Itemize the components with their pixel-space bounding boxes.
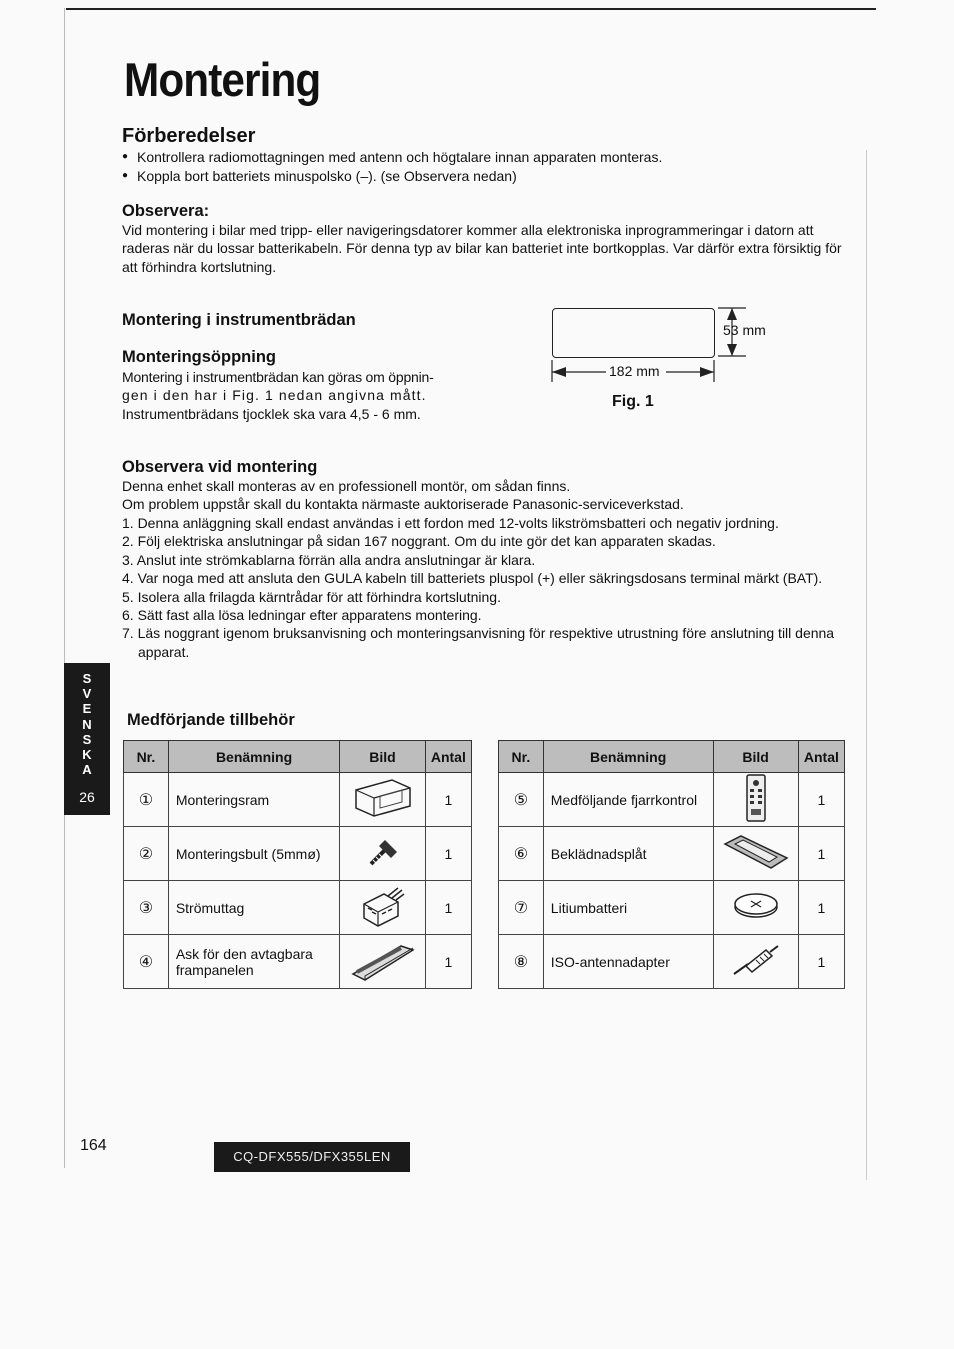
row-nr: ⑤ bbox=[499, 773, 544, 827]
page-title: Montering bbox=[124, 53, 321, 106]
row-qty: 1 bbox=[798, 935, 844, 989]
col-name: Benämning bbox=[168, 741, 339, 773]
col-nr: Nr. bbox=[124, 741, 169, 773]
coin-battery-icon bbox=[713, 881, 798, 935]
install-intro bbox=[122, 477, 852, 514]
tab-letter: K bbox=[82, 747, 92, 763]
antenna-adapter-icon bbox=[713, 935, 798, 989]
trim-plate-icon bbox=[713, 827, 798, 881]
row-name: Monteringsram bbox=[168, 773, 339, 827]
tab-letter: E bbox=[82, 701, 92, 717]
note-text: Vid montering i bilar med tripp- eller navigeringsdatorer kommer alla elektroniska inprogrammeringar i datorn att raderas när du lossar batterikabeln. För denna typ av bilar kan batteriet inte bortkopplas. Var därför extra försiktig för att förhindra kortslutning. bbox=[122, 222, 842, 275]
accessories-table-right bbox=[498, 740, 845, 989]
table-row bbox=[499, 935, 845, 989]
dashboard-heading: Montering i instrumentbrädan bbox=[122, 311, 356, 329]
col-name: Benämning bbox=[543, 741, 713, 773]
height-label: 53 mm bbox=[723, 322, 766, 338]
table-row bbox=[124, 881, 472, 935]
row-name: Ask för den avtagbara frampanelen bbox=[168, 935, 339, 989]
tab-letter: A bbox=[82, 762, 92, 778]
row-name: Medföljande fjarrkontrol bbox=[543, 773, 713, 827]
accessories-table-left bbox=[123, 740, 472, 989]
row-qty: 1 bbox=[425, 773, 471, 827]
row-name: Litiumbatteri bbox=[543, 881, 713, 935]
col-qty: Antal bbox=[798, 741, 844, 773]
col-image: Bild bbox=[713, 741, 798, 773]
tab-page-number: 26 bbox=[79, 789, 95, 806]
opening-heading: Monteringsöppning bbox=[122, 348, 276, 366]
power-connector-icon bbox=[340, 881, 425, 935]
row-qty: 1 bbox=[798, 827, 844, 881]
opening-line: Instrumentbrädans tjocklek ska vara 4,5 - 6 mm. bbox=[122, 405, 421, 422]
preparations-list bbox=[122, 148, 662, 185]
row-nr: ② bbox=[124, 827, 169, 881]
list-item: 7. Läs noggrant igenom bruksanvisning och monteringsanvisning för respektive utrustning före anslutning till denna apparat. bbox=[122, 625, 835, 660]
col-nr: Nr. bbox=[499, 741, 544, 773]
list-item: 1. Denna anläggning skall endast användas i ett fordon med 12-volts likströmsbatteri och negativ jordning. bbox=[122, 515, 779, 531]
list-item: 5. Isolera alla frilagda kärntrådar för att förhindra kortslutning. bbox=[122, 588, 501, 605]
opening-text bbox=[122, 368, 482, 423]
row-qty: 1 bbox=[798, 881, 844, 935]
install-steps bbox=[122, 514, 848, 661]
row-nr: ④ bbox=[124, 935, 169, 989]
list-item: 6. Sätt fast alla lösa ledningar efter apparatens montering. bbox=[122, 607, 482, 624]
dimension-arrows bbox=[548, 300, 778, 390]
list-item: ● Koppla bort batteriets minuspolsko (–). (se Observera nedan) bbox=[122, 167, 662, 186]
opening-line: gen i den har i Fig. 1 nedan angivna mått. bbox=[122, 387, 427, 404]
row-qty: 1 bbox=[425, 827, 471, 881]
table-row bbox=[124, 773, 472, 827]
col-image: Bild bbox=[340, 741, 425, 773]
row-name: ISO-antennadapter bbox=[543, 935, 713, 989]
list-item: 4. Var noga med att ansluta den GULA kabeln till batteriets pluspol (+) eller säkringsdosans terminal märkt (BAT). bbox=[122, 570, 823, 587]
intro-line: Om problem uppstår skall du kontakta närmaste auktoriserade Panasonic-serviceverkstad. bbox=[122, 496, 684, 513]
row-name: Monteringsbult (5mmø) bbox=[168, 827, 339, 881]
bolt-icon bbox=[340, 827, 425, 881]
intro-line: Denna enhet skall monteras av en professionell montör, om sådan finns. bbox=[122, 478, 571, 494]
row-qty: 1 bbox=[798, 773, 844, 827]
row-qty: 1 bbox=[425, 881, 471, 935]
list-item: 3. Anslut inte strömkablarna förrän alla andra anslutningar är klara. bbox=[122, 551, 536, 568]
row-nr: ⑦ bbox=[499, 881, 544, 935]
list-item: ● Kontrollera radiomottagningen med antenn och högtalare innan apparaten monteras. bbox=[122, 148, 662, 167]
remote-control-icon bbox=[713, 773, 798, 827]
right-margin-line bbox=[866, 150, 867, 1180]
top-rule bbox=[66, 8, 876, 10]
row-nr: ③ bbox=[124, 881, 169, 935]
table-row bbox=[499, 773, 845, 827]
width-label: 182 mm bbox=[609, 363, 660, 379]
row-name: Strömuttag bbox=[168, 881, 339, 935]
language-tab bbox=[64, 663, 110, 815]
tab-letter: N bbox=[82, 716, 92, 732]
left-margin-line bbox=[64, 8, 65, 1168]
tab-letter: S bbox=[82, 731, 92, 747]
list-item: 2. Följ elektriska anslutningar på sidan 167 noggrant. Om du inte gör det kan apparaten skadas. bbox=[122, 533, 716, 550]
mounting-frame-icon bbox=[340, 773, 425, 827]
row-nr: ⑧ bbox=[499, 935, 544, 989]
page-number: 164 bbox=[80, 1137, 107, 1154]
tab-letter: V bbox=[82, 686, 92, 702]
table-row bbox=[124, 827, 472, 881]
table-row bbox=[499, 827, 845, 881]
col-qty: Antal bbox=[425, 741, 471, 773]
table-row bbox=[499, 881, 845, 935]
row-qty: 1 bbox=[425, 935, 471, 989]
row-nr: ⑥ bbox=[499, 827, 544, 881]
panel-case-icon bbox=[340, 935, 425, 989]
opening-line: Montering i instrumentbrädan kan göras om öppnin- bbox=[122, 369, 434, 385]
install-notes-heading: Observera vid montering bbox=[122, 458, 318, 476]
row-name: Beklädnadsplåt bbox=[543, 827, 713, 881]
figure-caption: Fig. 1 bbox=[612, 393, 654, 410]
note-heading: Observera: bbox=[122, 202, 210, 220]
preparations-heading: Förberedelser bbox=[122, 125, 256, 147]
row-nr: ① bbox=[124, 773, 169, 827]
tab-letter: S bbox=[82, 671, 92, 686]
accessories-heading: Medförjande tillbehör bbox=[127, 711, 295, 729]
model-label: CQ-DFX555/DFX355LEN bbox=[214, 1142, 410, 1172]
table-row bbox=[124, 935, 472, 989]
